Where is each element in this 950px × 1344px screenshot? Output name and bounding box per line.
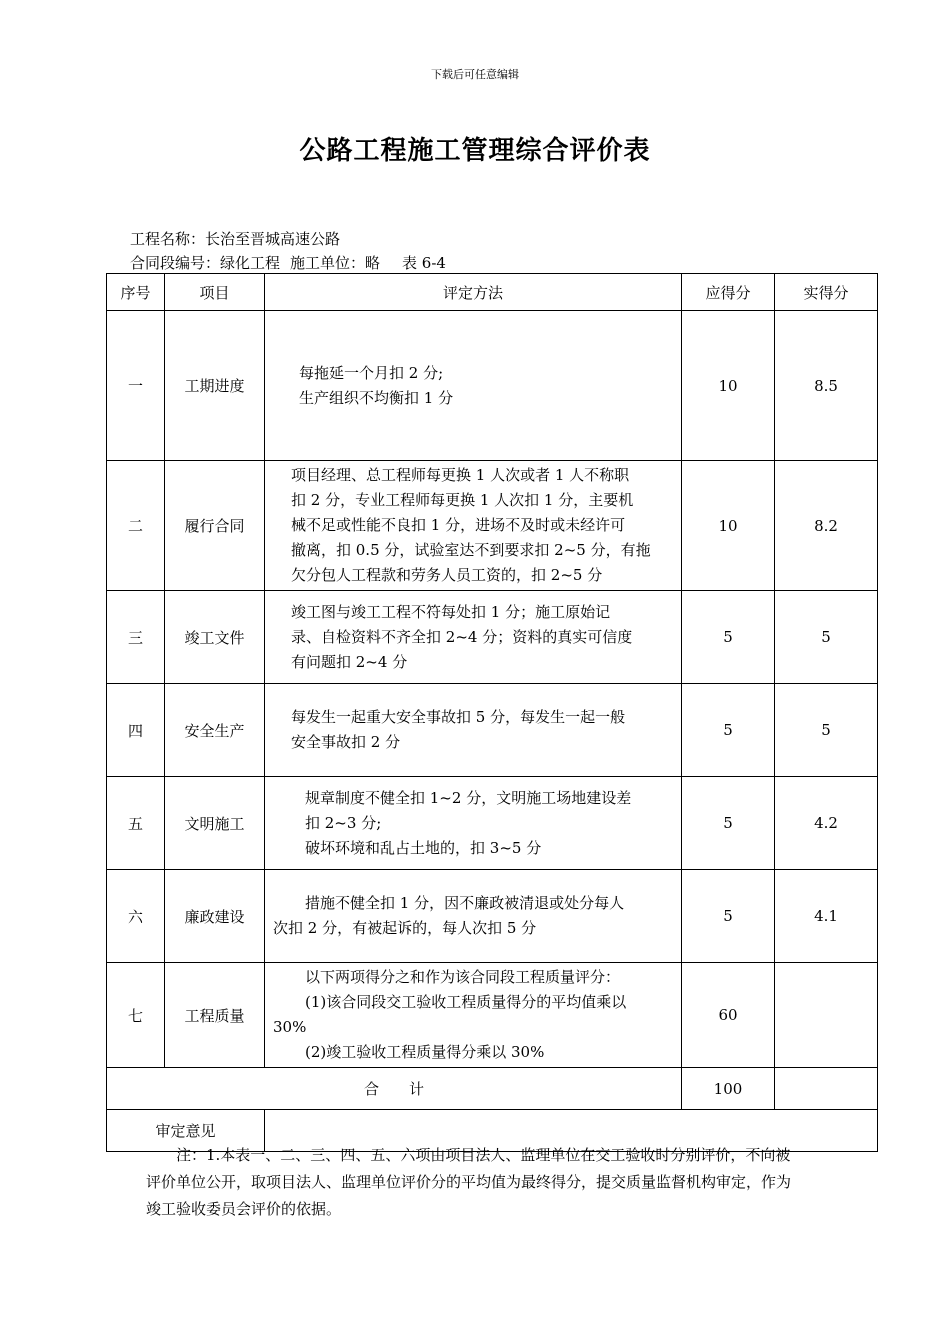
review-label: 审定意见 [107, 1110, 265, 1152]
method-line: 措施不健全扣 1 分，因不廉政被清退或处分每人 [305, 894, 625, 912]
table-row [107, 963, 878, 1068]
row-actual-score: 5 [775, 591, 878, 684]
row-should-score: 10 [682, 461, 775, 591]
total-label: 合 计 [107, 1068, 682, 1110]
table-row [107, 684, 878, 777]
row-no: 七 [107, 963, 165, 1068]
row-should-score: 5 [682, 870, 775, 963]
method-line: 每拖延一个月扣 2 分; [299, 363, 444, 382]
method-line: 安全事故扣 2 分 [291, 733, 401, 751]
row-actual-score: 4.2 [775, 777, 878, 870]
builder: 施工单位：略 [290, 254, 381, 272]
contract-info [130, 252, 456, 273]
row-item: 竣工文件 [165, 591, 265, 684]
method-line: 30% [273, 1018, 307, 1036]
row-actual-score: 8.2 [775, 461, 878, 591]
table-row [107, 311, 878, 461]
method-line: 欠分包人工程款和劳务人员工资的，扣 2~5 分 [291, 566, 603, 584]
footnote-line: 评价单位公开，取项目法人、监理单位评价分的平均值为最终得分，提交质量监督机构审定，作为 [146, 1173, 792, 1191]
header-item: 项目 [165, 274, 265, 311]
method-line: 扣 2~3 分; [305, 813, 382, 832]
total-actual-score [775, 1068, 878, 1110]
method-line: 扣 2 分，专业工程师每更换 1 人次扣 1 分，主要机 [291, 491, 634, 509]
header-actual-score: 实得分 [775, 274, 878, 311]
footnote [146, 1142, 876, 1223]
row-should-score: 5 [682, 684, 775, 777]
method-line: 竣工图与竣工工程不符每处扣 1 分；施工原始记 [291, 602, 611, 621]
header-no: 序号 [107, 274, 165, 311]
total-row [107, 1068, 878, 1110]
row-item: 工期进度 [165, 311, 265, 461]
row-no: 二 [107, 461, 165, 591]
row-method [265, 963, 682, 1068]
row-method [265, 591, 682, 684]
table-row [107, 777, 878, 870]
total-should-score: 100 [682, 1068, 775, 1110]
header-note: 下载后可任意编辑 [431, 68, 519, 81]
method-line: 撤离，扣 0.5 分，试验室达不到要求扣 2~5 分，有拖 [291, 541, 651, 559]
row-item: 文明施工 [165, 777, 265, 870]
row-item: 安全生产 [165, 684, 265, 777]
row-method [265, 461, 682, 591]
header-should-score: 应得分 [682, 274, 775, 311]
row-no: 五 [107, 777, 165, 870]
method-line: 破坏环境和乱占土地的，扣 3~5 分 [305, 838, 542, 857]
method-line: 每发生一起重大安全事故扣 5 分，每发生一起一般 [291, 708, 626, 726]
method-line: 次扣 2 分，有被起诉的，每人次扣 5 分 [273, 919, 537, 937]
method-line: 以下两项得分之和作为该合同段工程质量评分： [305, 968, 621, 986]
row-item: 工程质量 [165, 963, 265, 1068]
contract-no: 合同段编号：绿化工程 [130, 254, 281, 272]
method-line: 规章制度不健全扣 1~2 分，文明施工场地建设差 [305, 788, 632, 807]
table-header-row [107, 274, 878, 311]
row-method [265, 870, 682, 963]
project-name: 工程名称：长治至晋城高速公路 [130, 230, 341, 248]
page-title: 公路工程施工管理综合评价表 [299, 136, 651, 166]
method-line: 生产组织不均衡扣 1 分 [299, 388, 454, 407]
table-row [107, 870, 878, 963]
row-actual-score: 8.5 [775, 311, 878, 461]
method-line: 项目经理、总工程师每更换 1 人次或者 1 人不称职 [291, 466, 630, 484]
row-no: 四 [107, 684, 165, 777]
row-no: 一 [107, 311, 165, 461]
evaluation-table [106, 273, 878, 1152]
table-row [107, 461, 878, 591]
method-line: 有问题扣 2~4 分 [291, 652, 408, 671]
row-method [265, 684, 682, 777]
method-line: (2)竣工验收工程质量得分乘以 30% [305, 1043, 545, 1061]
row-item: 履行合同 [165, 461, 265, 591]
row-no: 三 [107, 591, 165, 684]
header-method: 评定方法 [265, 274, 682, 311]
row-actual-score: 4.1 [775, 870, 878, 963]
method-line: (1)该合同段交工验收工程质量得分的平均值乘以 [305, 993, 627, 1011]
row-method [265, 777, 682, 870]
table-no: 表 6-4 [402, 254, 446, 272]
footnote-line: 竣工验收委员会评价的依据。 [146, 1200, 342, 1218]
row-should-score: 60 [682, 963, 775, 1068]
row-method [265, 311, 682, 461]
row-should-score: 5 [682, 777, 775, 870]
table-row [107, 591, 878, 684]
row-should-score: 5 [682, 591, 775, 684]
method-line: 械不足或性能不良扣 1 分，进场不及时或未经许可 [291, 516, 626, 534]
row-actual-score: 5 [775, 684, 878, 777]
row-actual-score [775, 963, 878, 1068]
method-line: 录、自检资料不齐全扣 2~4 分；资料的真实可信度 [291, 627, 633, 646]
footnote-line: 注：1.本表一、二、三、四、五、六项由项目法人、监理单位在交工验收时分别评价，不向被 [176, 1146, 791, 1164]
row-item: 廉政建设 [165, 870, 265, 963]
row-should-score: 10 [682, 311, 775, 461]
row-no: 六 [107, 870, 165, 963]
